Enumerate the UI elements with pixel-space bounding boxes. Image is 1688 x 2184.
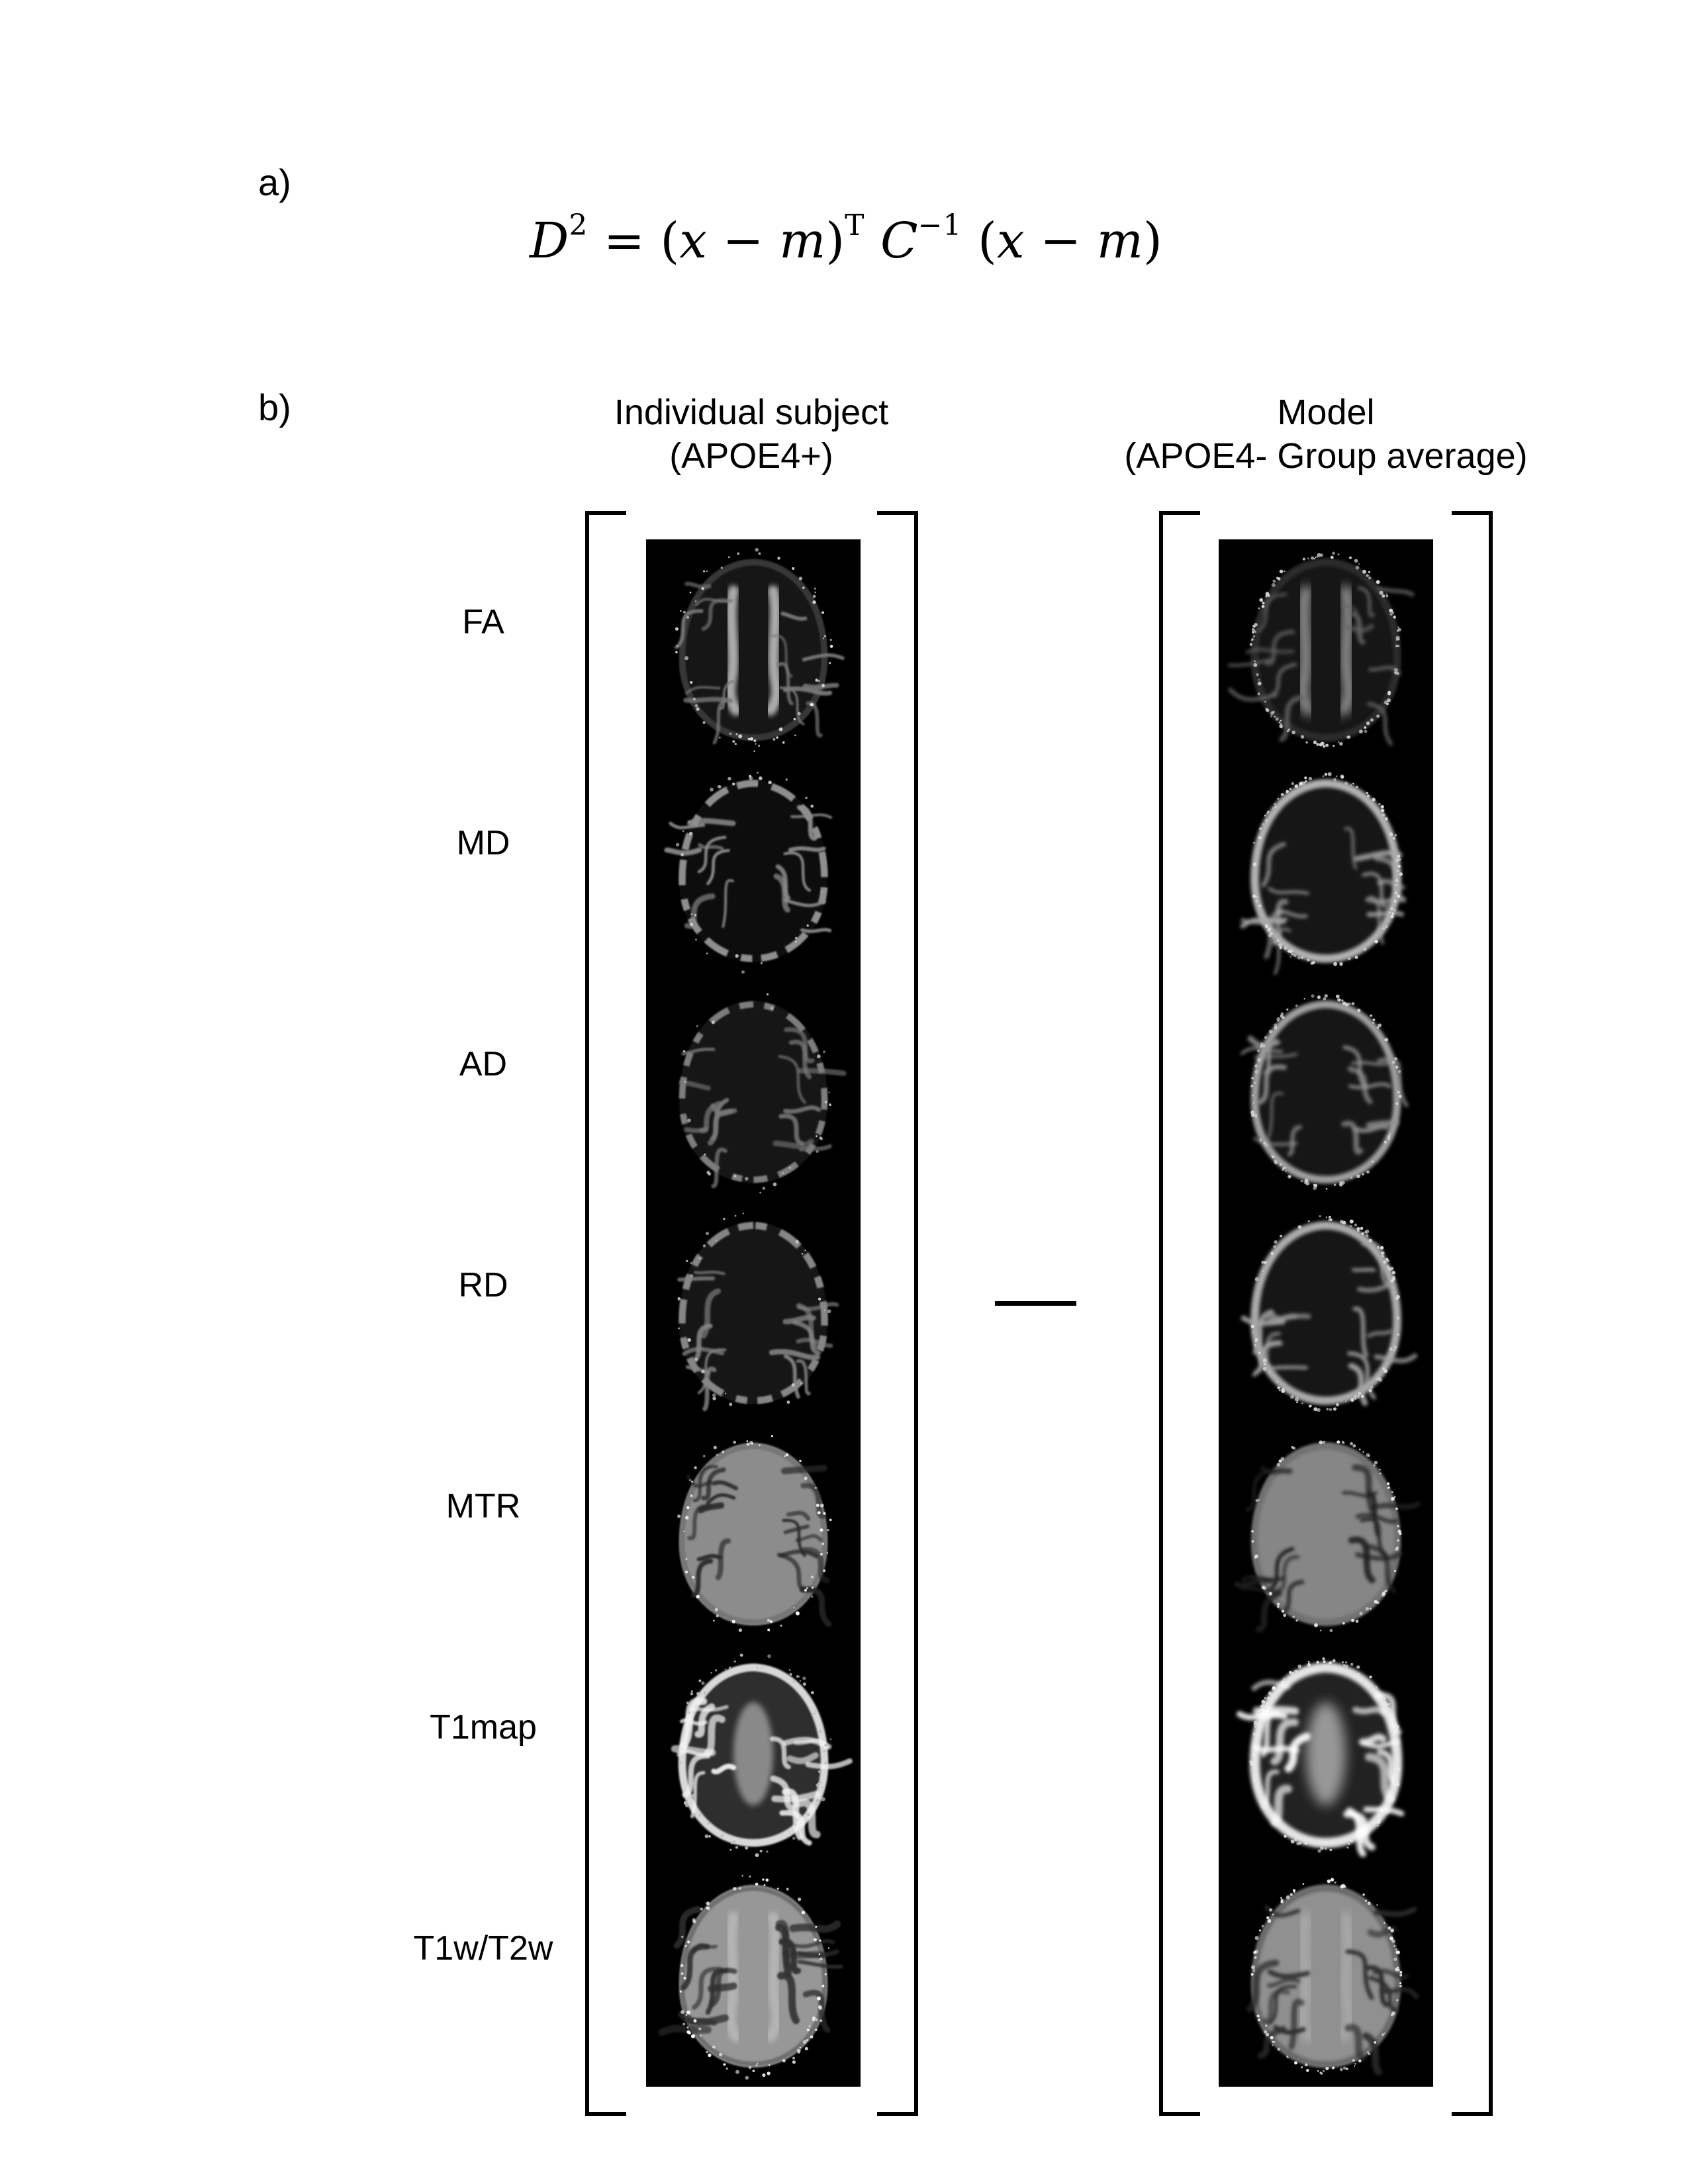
left-matrix-open-bracket <box>585 511 626 2116</box>
column-header-individual-subject <box>487 390 1016 478</box>
brain-image-MD-model <box>1219 760 1433 981</box>
row-label-MD: MD <box>456 824 510 862</box>
left-matrix-close-bracket <box>877 511 918 2116</box>
panel-b-label: b) <box>258 387 291 428</box>
column2-title-line1: Model <box>1277 392 1375 432</box>
formula-part: D <box>530 212 569 269</box>
brain-image-AD-model <box>1219 981 1433 1203</box>
formula-part <box>865 212 880 269</box>
right-matrix-close-bracket <box>1452 511 1493 2116</box>
formula-part: ) <box>1143 212 1162 269</box>
column2-title-line2: (APOE4- Group average) <box>1124 436 1528 476</box>
brain-image-MTR-model <box>1219 1424 1433 1645</box>
row-label-AD: AD <box>459 1045 508 1083</box>
right-matrix-open-bracket <box>1159 511 1200 2116</box>
formula-superscript: −1 <box>917 208 962 242</box>
panel-a-label: a) <box>258 161 291 203</box>
brain-image-T1w/T2w-model <box>1219 1866 1433 2087</box>
brain-image-T1map-model <box>1219 1645 1433 1866</box>
mahalanobis-distance-formula <box>530 208 1162 269</box>
formula-part: ) <box>825 212 845 269</box>
formula-part: x <box>679 212 708 269</box>
brain-image-AD-individual <box>646 981 861 1203</box>
brain-image-MTR-individual <box>646 1424 861 1645</box>
row-label-FA: FA <box>462 603 504 641</box>
formula-superscript: T <box>845 208 865 242</box>
row-label-MTR: MTR <box>445 1487 521 1525</box>
brain-image-FA-individual <box>646 539 861 760</box>
brain-image-RD-individual <box>646 1203 861 1424</box>
formula-part: x <box>996 212 1025 269</box>
formula-part: = <box>588 212 661 269</box>
formula-part: − <box>707 212 780 269</box>
brain-image-T1w/T2w-individual <box>646 1866 861 2087</box>
formula-part: ( <box>962 212 997 269</box>
formula-part: − <box>1024 212 1097 269</box>
formula-part: m <box>779 212 826 269</box>
formula-superscript: 2 <box>569 208 588 242</box>
brain-image-RD-model <box>1219 1203 1433 1424</box>
brain-image-MD-individual <box>646 760 861 981</box>
column1-title-line1: Individual subject <box>614 392 889 432</box>
column1-title-line2: (APOE4+) <box>669 436 833 476</box>
formula-part: m <box>1096 212 1143 269</box>
row-label-RD: RD <box>458 1266 508 1304</box>
row-label-T1map: T1map <box>430 1708 537 1747</box>
formula-part: C <box>880 212 918 269</box>
formula-part: ( <box>660 212 680 269</box>
brain-image-FA-model <box>1219 539 1433 760</box>
brain-image-T1map-individual <box>646 1645 861 1866</box>
row-label-T1w/T2w: T1w/T2w <box>413 1929 553 1968</box>
column-header-model <box>1061 390 1591 478</box>
minus-operator <box>995 1301 1076 1306</box>
